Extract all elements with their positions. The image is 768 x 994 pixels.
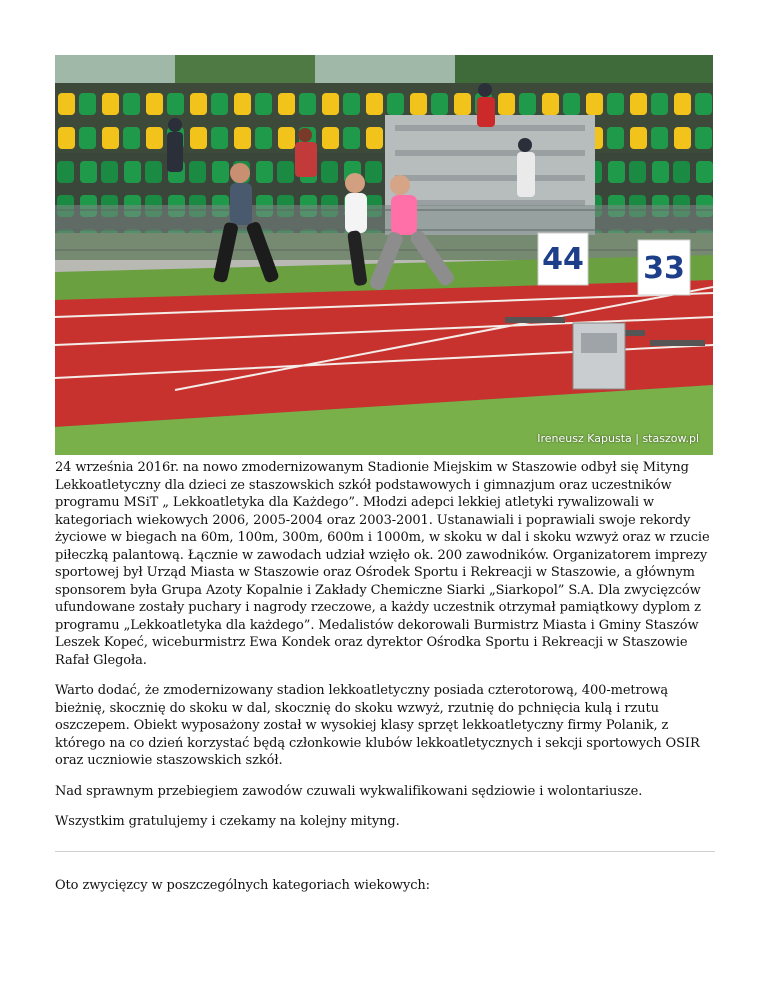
winners-intro: Oto zwycięzcy w poszczególnych kategoriach wiekowych: bbox=[55, 877, 430, 893]
article-body bbox=[55, 459, 715, 907]
section-divider bbox=[55, 851, 715, 852]
lane-numbers-layer bbox=[55, 55, 713, 455]
article-paragraph: Nad sprawnym przebiegiem zawodów czuwali wykwalifikowani sędziowie i wolontariusze. bbox=[55, 783, 643, 799]
article-paragraph: 24 września 2016r. na nowo zmodernizowanym Stadionie Miejskim w Staszowie odbył się Mityng Lekkoatletyczny dla dzieci ze staszowskich szkół podstawowych i gimnazjum oraz uczestników programu MSiT „ Lekkoatletyka dla Każdego”. Młodzi adepci lekkiej atletyki rywalizowali w kategoriach wiekowych 2006, 2005-2004 oraz 2003-2001. Ustanawiali i poprawiali swoje rekordy życiowe w biegach na 60m, 100m, 300m, 600m i 1000m, w skoku w dal i skoku wzwyż oraz w rzucie piłeczką palantową. Łącznie w zawodach udział wzięło ok. 200 zawodników. Organizatorem imprezy sportowej był Urząd Miasta w Staszowie oraz Ośrodek Sportu i Rekreacji w Staszowie, a głównym sponsorem była Grupa Azoty Kopalnie i Zakłady Chemiczne Siarki „Siarkopol” S.A. Dla zwycięzców ufundowane zostały puchary i nagrody rzeczowe, a każdy uczestnik otrzymał pamiątkowy dyplom z programu „Lekkoatletyka dla każdego”. Medalistów dekorowali Burmistrz Miasta i Gminy Staszów Leszek Kopeć, wiceburmistrz Ewa Kondek oraz dyrektor Ośrodka Sportu i Rekreacji w Staszowie Rafał Glegoła. bbox=[55, 460, 710, 668]
article-paragraph: Warto dodać, że zmodernizowany stadion lekkoatletyczny posiada czterotorową, 400-metrową bieżnię, skocznię do skoku w dal, skocznię do skoku wzwyż, rzutnię do pchnięcia kulą i rzutu oszczepem. Obiekt wyposażony został w wysokiej klasy sprzęt lekkoatletyczny firmy Polanik, z którego na co dzień korzystać będą członkowie klubów lekkoatletycznych i sekcji sportowych OSIR oraz uczniowie staszowskich szkół. bbox=[55, 683, 700, 768]
article-photo bbox=[55, 55, 713, 455]
photo-credit: Ireneusz Kapusta | staszow.pl bbox=[537, 432, 699, 445]
lane-number-33: 33 bbox=[643, 251, 685, 286]
lane-number-44: 44 bbox=[542, 242, 584, 277]
article-paragraph: Wszystkim gratulujemy i czekamy na kolejny mityng. bbox=[55, 814, 400, 829]
